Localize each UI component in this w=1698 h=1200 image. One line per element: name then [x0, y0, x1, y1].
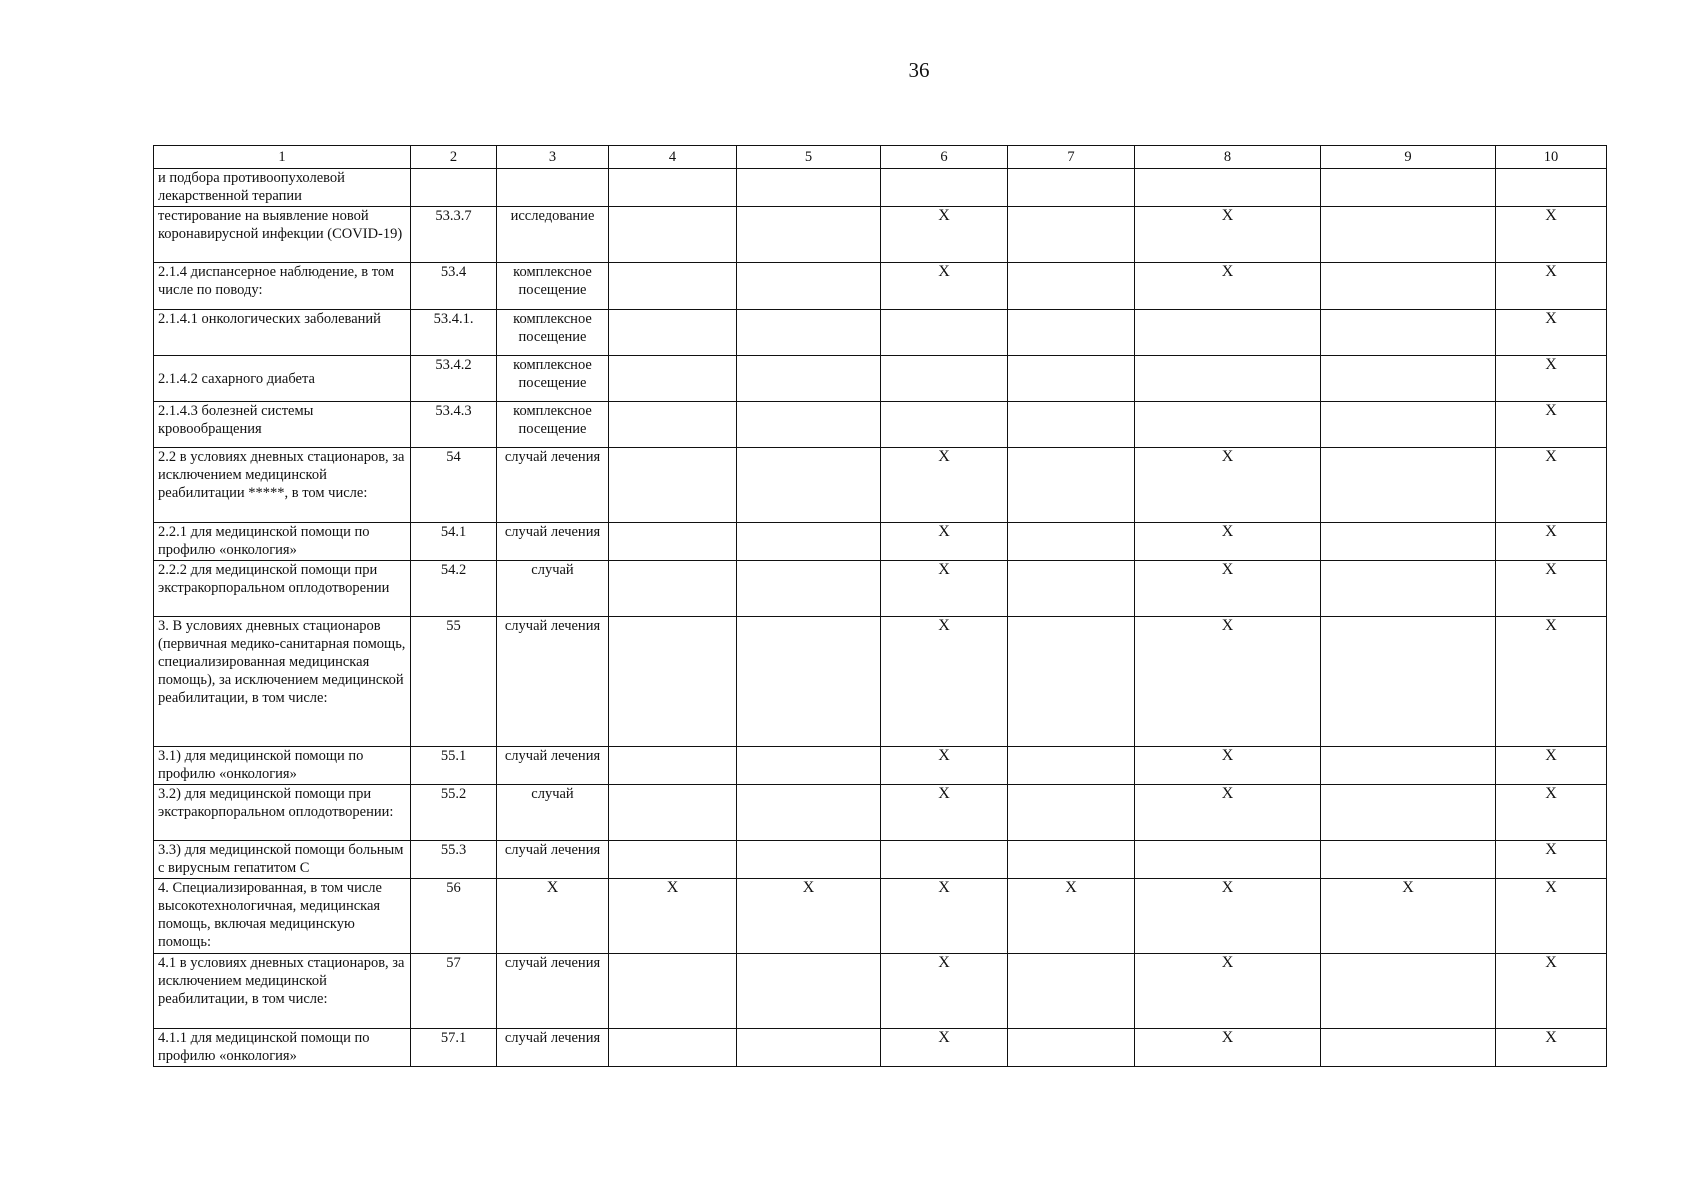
cell-col-7 — [1008, 1029, 1135, 1067]
cell-col-7 — [1008, 785, 1135, 841]
cell-col-10: X — [1496, 841, 1607, 879]
cell-col-9 — [1321, 263, 1496, 310]
cell-col-5 — [737, 561, 881, 617]
cell-col-4 — [609, 785, 737, 841]
column-header-5: 5 — [737, 146, 881, 169]
cell-col-8 — [1135, 310, 1321, 356]
cell-col-4 — [609, 169, 737, 207]
row-unit: X — [497, 879, 609, 954]
cell-col-9: X — [1321, 879, 1496, 954]
cell-col-9 — [1321, 561, 1496, 617]
row-unit: комплексное посещение — [497, 402, 609, 448]
row-name: 4.1.1 для медицинской помощи по профилю «онкология» — [154, 1029, 411, 1067]
row-unit: комплексное посещение — [497, 263, 609, 310]
cell-col-5 — [737, 841, 881, 879]
cell-col-9 — [1321, 169, 1496, 207]
cell-col-4 — [609, 523, 737, 561]
row-unit: исследование — [497, 207, 609, 263]
cell-col-10: X — [1496, 879, 1607, 954]
cell-col-10: X — [1496, 954, 1607, 1029]
column-header-1: 1 — [154, 146, 411, 169]
cell-col-6: X — [881, 617, 1008, 747]
row-name: 2.1.4.3 болезней системы кровообращения — [154, 402, 411, 448]
cell-col-5 — [737, 169, 881, 207]
row-unit: случай лечения — [497, 954, 609, 1029]
cell-col-7 — [1008, 617, 1135, 747]
row-unit: случай лечения — [497, 747, 609, 785]
cell-col-9 — [1321, 1029, 1496, 1067]
cell-col-8: X — [1135, 263, 1321, 310]
row-name: 3.2) для медицинской помощи при экстракорпоральном оплодотворении: — [154, 785, 411, 841]
cell-col-9 — [1321, 954, 1496, 1029]
cell-col-7 — [1008, 954, 1135, 1029]
cell-col-6 — [881, 169, 1008, 207]
cell-col-6: X — [881, 879, 1008, 954]
cell-col-7 — [1008, 448, 1135, 523]
cell-col-10: X — [1496, 1029, 1607, 1067]
cell-col-7 — [1008, 402, 1135, 448]
row-unit: случай — [497, 561, 609, 617]
cell-col-6: X — [881, 954, 1008, 1029]
cell-col-7 — [1008, 263, 1135, 310]
cell-col-10: X — [1496, 207, 1607, 263]
row-code: 53.4.2 — [411, 356, 497, 402]
row-unit: случай лечения — [497, 523, 609, 561]
table-row — [154, 1029, 1607, 1067]
column-header-8: 8 — [1135, 146, 1321, 169]
cell-col-10: X — [1496, 263, 1607, 310]
column-header-10: 10 — [1496, 146, 1607, 169]
row-unit: случай лечения — [497, 448, 609, 523]
row-name: тестирование на выявление новой коронавирусной инфекции (COVID-19) — [154, 207, 411, 263]
cell-col-10: X — [1496, 448, 1607, 523]
row-code: 57.1 — [411, 1029, 497, 1067]
cell-col-9 — [1321, 356, 1496, 402]
cell-col-9 — [1321, 207, 1496, 263]
cell-col-6: X — [881, 263, 1008, 310]
row-name: 3.3) для медицинской помощи больным с вирусным гепатитом С — [154, 841, 411, 879]
row-code: 53.4.1. — [411, 310, 497, 356]
cell-col-4 — [609, 356, 737, 402]
cell-col-6: X — [881, 785, 1008, 841]
row-code: 54 — [411, 448, 497, 523]
cell-col-6: X — [881, 561, 1008, 617]
cell-col-7 — [1008, 169, 1135, 207]
cell-col-4 — [609, 263, 737, 310]
cell-col-6: X — [881, 448, 1008, 523]
cell-col-8: X — [1135, 523, 1321, 561]
row-name: и подбора противоопухолевой лекарственной терапии — [154, 169, 411, 207]
cell-col-6 — [881, 841, 1008, 879]
cell-col-7 — [1008, 747, 1135, 785]
table-row — [154, 523, 1607, 561]
cell-col-8: X — [1135, 617, 1321, 747]
cell-col-9 — [1321, 841, 1496, 879]
table-row — [154, 841, 1607, 879]
cell-col-10: X — [1496, 785, 1607, 841]
row-code — [411, 169, 497, 207]
cell-col-6: X — [881, 207, 1008, 263]
table-row — [154, 561, 1607, 617]
row-unit: случай лечения — [497, 841, 609, 879]
cell-col-4 — [609, 310, 737, 356]
cell-col-10: X — [1496, 747, 1607, 785]
cell-col-4 — [609, 402, 737, 448]
cell-col-9 — [1321, 747, 1496, 785]
cell-col-6: X — [881, 1029, 1008, 1067]
column-header-9: 9 — [1321, 146, 1496, 169]
table-row — [154, 617, 1607, 747]
cell-col-10: X — [1496, 310, 1607, 356]
cell-col-5 — [737, 310, 881, 356]
row-name: 2.1.4 диспансерное наблюдение, в том числе по поводу: — [154, 263, 411, 310]
row-code: 53.4.3 — [411, 402, 497, 448]
row-unit: случай лечения — [497, 617, 609, 747]
row-name: 2.1.4.1 онкологических заболеваний — [154, 310, 411, 356]
row-unit — [497, 169, 609, 207]
cell-col-5 — [737, 1029, 881, 1067]
cell-col-9 — [1321, 523, 1496, 561]
column-header-2: 2 — [411, 146, 497, 169]
cell-col-5 — [737, 523, 881, 561]
cell-col-10: X — [1496, 561, 1607, 617]
cell-col-5 — [737, 747, 881, 785]
cell-col-9 — [1321, 310, 1496, 356]
cell-col-8 — [1135, 841, 1321, 879]
row-code: 54.1 — [411, 523, 497, 561]
table-header-row — [154, 146, 1607, 169]
row-code: 55.2 — [411, 785, 497, 841]
cell-col-10: X — [1496, 617, 1607, 747]
row-unit: случай лечения — [497, 1029, 609, 1067]
row-name: 2.1.4.2 сахарного диабета — [154, 356, 411, 402]
row-code: 54.2 — [411, 561, 497, 617]
table-row — [154, 785, 1607, 841]
table-row — [154, 448, 1607, 523]
cell-col-7 — [1008, 841, 1135, 879]
row-name: 2.2.2 для медицинской помощи при экстракорпоральном оплодотворении — [154, 561, 411, 617]
cell-col-4 — [609, 1029, 737, 1067]
cell-col-8: X — [1135, 561, 1321, 617]
cell-col-4 — [609, 561, 737, 617]
table-row — [154, 402, 1607, 448]
row-unit: случай — [497, 785, 609, 841]
cell-col-10: X — [1496, 356, 1607, 402]
cell-col-8 — [1135, 169, 1321, 207]
data-table — [153, 145, 1607, 1067]
cell-col-7 — [1008, 523, 1135, 561]
cell-col-8: X — [1135, 954, 1321, 1029]
cell-col-4 — [609, 841, 737, 879]
row-code: 53.3.7 — [411, 207, 497, 263]
table-row — [154, 207, 1607, 263]
cell-col-4 — [609, 207, 737, 263]
cell-col-9 — [1321, 402, 1496, 448]
cell-col-5 — [737, 617, 881, 747]
table-row — [154, 747, 1607, 785]
table-row — [154, 169, 1607, 207]
cell-col-4 — [609, 747, 737, 785]
row-unit: комплексное посещение — [497, 310, 609, 356]
table-row — [154, 356, 1607, 402]
row-name: 4. Специализированная, в том числе высокотехнологичная, медицинская помощь, включая медицинскую помощь: — [154, 879, 411, 954]
cell-col-5: X — [737, 879, 881, 954]
cell-col-7 — [1008, 207, 1135, 263]
cell-col-10: X — [1496, 402, 1607, 448]
cell-col-4 — [609, 954, 737, 1029]
cell-col-6: X — [881, 747, 1008, 785]
column-header-4: 4 — [609, 146, 737, 169]
cell-col-7 — [1008, 310, 1135, 356]
cell-col-6 — [881, 310, 1008, 356]
row-code: 55.1 — [411, 747, 497, 785]
cell-col-5 — [737, 263, 881, 310]
cell-col-5 — [737, 402, 881, 448]
row-unit: комплексное посещение — [497, 356, 609, 402]
cell-col-8 — [1135, 402, 1321, 448]
cell-col-9 — [1321, 785, 1496, 841]
cell-col-8: X — [1135, 448, 1321, 523]
cell-col-7 — [1008, 356, 1135, 402]
cell-col-7 — [1008, 561, 1135, 617]
cell-col-6 — [881, 402, 1008, 448]
cell-col-8: X — [1135, 785, 1321, 841]
cell-col-4: X — [609, 879, 737, 954]
row-code: 57 — [411, 954, 497, 1029]
cell-col-8: X — [1135, 1029, 1321, 1067]
column-header-6: 6 — [881, 146, 1008, 169]
cell-col-8 — [1135, 356, 1321, 402]
cell-col-5 — [737, 207, 881, 263]
row-name: 2.2.1 для медицинской помощи по профилю «онкология» — [154, 523, 411, 561]
cell-col-6: X — [881, 523, 1008, 561]
row-name: 4.1 в условиях дневных стационаров, за исключением медицинской реабилитации, в том числе: — [154, 954, 411, 1029]
cell-col-8: X — [1135, 207, 1321, 263]
row-code: 55 — [411, 617, 497, 747]
table-row — [154, 954, 1607, 1029]
cell-col-9 — [1321, 448, 1496, 523]
cell-col-10: X — [1496, 523, 1607, 561]
table-row — [154, 879, 1607, 954]
column-header-7: 7 — [1008, 146, 1135, 169]
row-code: 55.3 — [411, 841, 497, 879]
page-number: 36 — [908, 58, 930, 82]
table-row — [154, 310, 1607, 356]
cell-col-7: X — [1008, 879, 1135, 954]
cell-col-8: X — [1135, 747, 1321, 785]
cell-col-5 — [737, 356, 881, 402]
table-row — [154, 263, 1607, 310]
row-code: 56 — [411, 879, 497, 954]
row-name: 3. В условиях дневных стационаров (первичная медико-санитарная помощь, специализированная медицинская помощь), за исключением медицинской реабилитации, в том числе: — [154, 617, 411, 747]
row-code: 53.4 — [411, 263, 497, 310]
cell-col-10 — [1496, 169, 1607, 207]
cell-col-5 — [737, 785, 881, 841]
cell-col-5 — [737, 448, 881, 523]
cell-col-9 — [1321, 617, 1496, 747]
cell-col-4 — [609, 617, 737, 747]
column-header-3: 3 — [497, 146, 609, 169]
row-name: 2.2 в условиях дневных стационаров, за исключением медицинской реабилитации *****, в том числе: — [154, 448, 411, 523]
row-name: 3.1) для медицинской помощи по профилю «онкология» — [154, 747, 411, 785]
cell-col-5 — [737, 954, 881, 1029]
cell-col-8: X — [1135, 879, 1321, 954]
cell-col-6 — [881, 356, 1008, 402]
cell-col-4 — [609, 448, 737, 523]
